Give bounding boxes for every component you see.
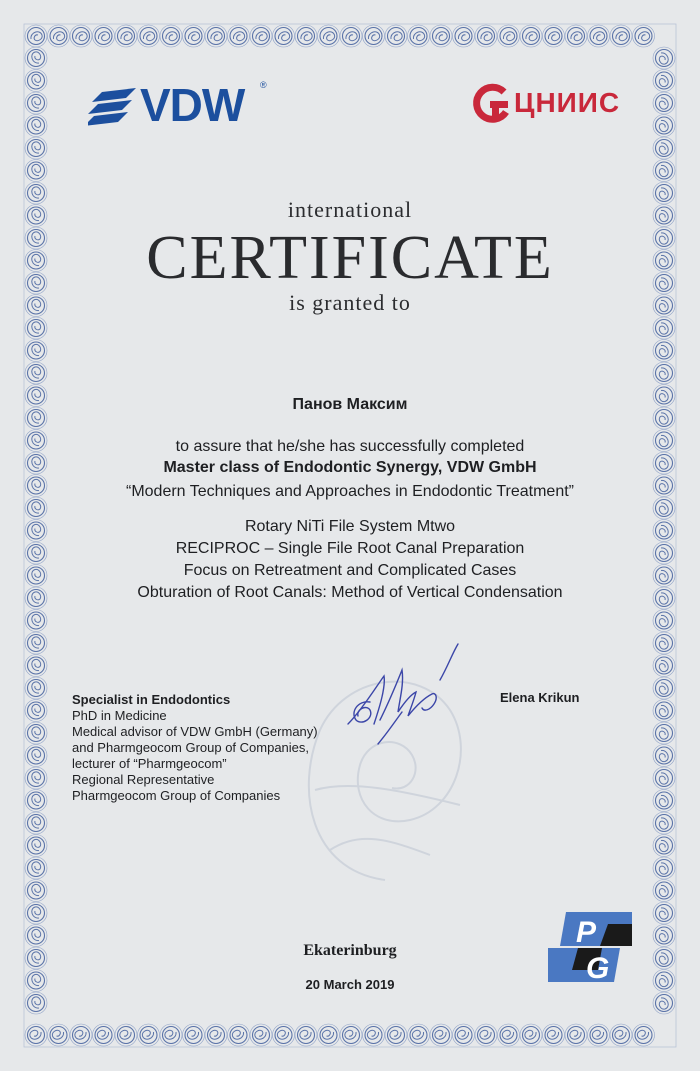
border-ornament <box>25 812 47 834</box>
border-ornament <box>25 1024 47 1046</box>
border-ornament <box>653 812 675 834</box>
course-topic: Focus on Retreatment and Complicated Cases <box>183 562 517 579</box>
border-ornament <box>70 25 92 47</box>
border-ornament <box>138 25 160 47</box>
course-subtitle: “Modern Techniques and Approaches in Endodontic Treatment” <box>126 483 574 500</box>
border-ornament <box>653 137 675 159</box>
border-ornament <box>115 25 137 47</box>
border-ornament <box>653 92 675 114</box>
border-ornament <box>475 1024 497 1046</box>
border-ornament <box>633 1024 655 1046</box>
heading-certificate: CERTIFICATE <box>146 224 554 292</box>
border-ornament <box>160 1024 182 1046</box>
border-ornament <box>318 1024 340 1046</box>
border-ornament <box>183 25 205 47</box>
border-ornament <box>25 362 47 384</box>
border-ornament <box>250 1024 272 1046</box>
course-topic: Rotary NiTi File System Mtwo <box>244 518 456 535</box>
border-ornament <box>520 1024 542 1046</box>
border-ornament <box>653 790 675 812</box>
cniis-logo <box>470 82 630 132</box>
border-ornament <box>653 745 675 767</box>
border-ornament <box>610 25 632 47</box>
border-ornament <box>475 25 497 47</box>
city: Ekaterinburg <box>303 942 397 959</box>
border-ornament <box>115 1024 137 1046</box>
border-ornament <box>295 25 317 47</box>
border-ornament <box>653 700 675 722</box>
border-ornament <box>25 700 47 722</box>
border-ornament <box>340 1024 362 1046</box>
border-ornament <box>430 1024 452 1046</box>
border-ornament <box>633 25 655 47</box>
border-ornament <box>295 1024 317 1046</box>
border-ornament <box>653 902 675 924</box>
border-ornament <box>653 340 675 362</box>
border-ornament <box>653 160 675 182</box>
border-ornament <box>340 25 362 47</box>
border-ornament <box>25 745 47 767</box>
signatory-line: PhD in Medicine <box>72 708 167 723</box>
border-ornament <box>25 677 47 699</box>
border-ornament <box>25 47 47 69</box>
border-ornament <box>228 25 250 47</box>
border-ornament <box>48 25 70 47</box>
border-ornament <box>565 1024 587 1046</box>
border-ornament <box>653 880 675 902</box>
border-ornament <box>70 1024 92 1046</box>
border-ornament <box>183 1024 205 1046</box>
border-ornament <box>25 137 47 159</box>
border-ornament <box>653 857 675 879</box>
heading-granted: is granted to <box>289 290 411 315</box>
signatory-line: Regional Representative <box>72 772 215 787</box>
border-ornament <box>25 992 47 1014</box>
border-ornament <box>543 25 565 47</box>
border-ornament <box>430 25 452 47</box>
master-class-title: Master class of Endodontic Synergy, VDW GmbH <box>163 459 537 476</box>
border-ornament <box>653 47 675 69</box>
border-ornament <box>610 1024 632 1046</box>
signatory-line: Pharmgeocom Group of Companies <box>72 788 281 803</box>
border-ornament <box>498 1024 520 1046</box>
border-ornament <box>273 1024 295 1046</box>
course-topic: RECIPROC – Single File Root Canal Preparation <box>175 540 525 557</box>
border-ornament <box>25 857 47 879</box>
border-ornament <box>25 902 47 924</box>
border-ornament <box>205 25 227 47</box>
issue-date: 20 March 2019 <box>305 977 395 992</box>
border-ornament <box>408 1024 430 1046</box>
border-ornament <box>565 25 587 47</box>
signatory-title: Specialist in Endodontics <box>72 692 231 707</box>
border-ornament <box>498 25 520 47</box>
border-ornament <box>653 992 675 1014</box>
border-ornament <box>205 1024 227 1046</box>
border-ornament <box>25 92 47 114</box>
border-ornament <box>250 25 272 47</box>
border-ornament <box>588 1024 610 1046</box>
heading-international: international <box>287 197 413 222</box>
border-ornament <box>25 160 47 182</box>
signatory-name: Elena Krikun <box>500 690 580 705</box>
border-ornament <box>385 25 407 47</box>
border-ornament <box>653 70 675 92</box>
signatory-line: and Pharmgeocom Group of Companies, <box>72 740 310 755</box>
border-ornament <box>48 1024 70 1046</box>
border-ornament <box>25 835 47 857</box>
border-ornament <box>653 317 675 339</box>
border-ornament <box>160 25 182 47</box>
cniis-logo-text: ЦНИИС <box>514 87 621 118</box>
border-ornament <box>588 25 610 47</box>
vdw-logo <box>88 78 268 132</box>
border-ornament <box>653 677 675 699</box>
border-ornament <box>25 25 47 47</box>
border-ornament <box>408 25 430 47</box>
border-ornament <box>138 1024 160 1046</box>
recipient-name: Панов Максим <box>292 396 408 413</box>
border-ornament <box>25 722 47 744</box>
border-ornament <box>653 115 675 137</box>
border-ornament <box>453 1024 475 1046</box>
border-ornament <box>93 1024 115 1046</box>
border-ornament <box>543 1024 565 1046</box>
border-ornament <box>363 1024 385 1046</box>
border-ornament <box>653 722 675 744</box>
border-ornament <box>318 25 340 47</box>
border-ornament <box>25 70 47 92</box>
border-ornament <box>25 115 47 137</box>
border-ornament <box>25 880 47 902</box>
border-ornament <box>653 632 675 654</box>
signatory-line: lecturer of “Pharmgeocom” <box>72 756 227 771</box>
border-ornament <box>653 362 675 384</box>
border-ornament <box>93 25 115 47</box>
vdw-stripes-icon <box>88 78 138 132</box>
border-ornament <box>25 767 47 789</box>
border-ornament <box>25 632 47 654</box>
assure-text: to assure that he/she has successfully completed <box>175 438 525 455</box>
border-ornament <box>25 610 47 632</box>
vdw-logo-text: VDW <box>140 79 245 131</box>
pg-logo-letter: G <box>586 952 610 982</box>
signatory-line: Medical advisor of VDW GmbH (Germany) <box>72 724 318 739</box>
border-ornament <box>653 835 675 857</box>
border-ornament <box>653 655 675 677</box>
border-ornament <box>453 25 475 47</box>
registered-mark: ® <box>260 80 267 90</box>
border-ornament <box>25 340 47 362</box>
course-topic: Obturation of Root Canals: Method of Vertical Condensation <box>137 584 563 601</box>
cniis-emblem-icon <box>470 82 514 126</box>
border-ornament <box>25 655 47 677</box>
border-ornament <box>653 767 675 789</box>
handwritten-signature <box>340 640 470 750</box>
pg-logo-letter: P <box>576 916 597 949</box>
border-ornament <box>228 1024 250 1046</box>
border-ornament <box>363 25 385 47</box>
signatory-credentials <box>72 692 318 804</box>
border-ornament <box>25 790 47 812</box>
border-ornament <box>520 25 542 47</box>
border-ornament <box>385 1024 407 1046</box>
border-ornament <box>653 610 675 632</box>
border-ornament <box>25 317 47 339</box>
border-ornament <box>273 25 295 47</box>
